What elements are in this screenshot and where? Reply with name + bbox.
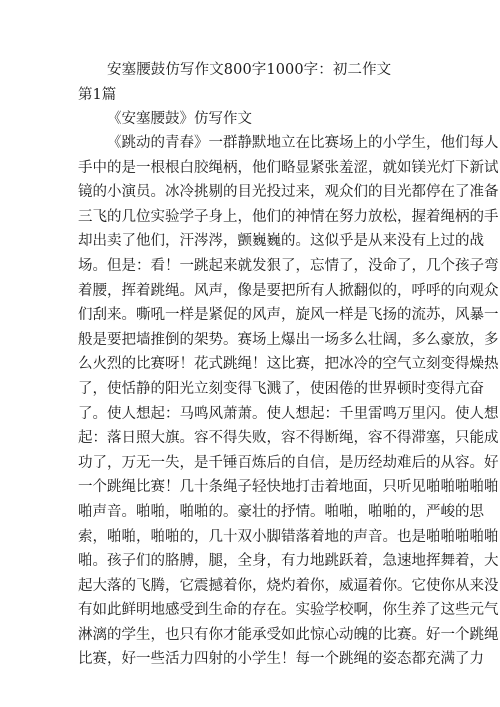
body-line: 啪声音。啪啪，啪啪的。豪壮的抒情。啪啪，啪啪的，严峻的思 — [78, 503, 484, 520]
body-line: 般是要把墙推倒的架势。赛场上爆出一场多么壮阔，多么豪放，多 — [78, 331, 499, 348]
body-line: 三飞的几位实验学子身上，他们的神情在努力放松，握着绳柄的手 — [78, 208, 499, 225]
body-line: 一个跳绳比赛！几十条绳子轻快地打击着地面，只听见啪啪啪啪啪 — [78, 479, 499, 496]
body-line: 《跳动的青春》一群静默地立在比赛场上的小学生，他们每人 — [107, 135, 499, 151]
body-line: 起大落的飞腾，它震撼着你，烧灼着你，威逼着你。它使你从来没 — [78, 577, 499, 594]
body-line: 么火烈的比赛呀！花式跳绳！这比赛，把冰冷的空气立刻变得燥热 — [78, 356, 499, 373]
body-line: 着腰，挥着跳绳。风声，像是要把所有人掀翻似的，呼呼的向观众 — [78, 282, 499, 299]
body-line: 起：落日照大旗。容不得失败，容不得断绳，容不得滞塞，只能成 — [78, 430, 499, 447]
body-line: 淋漓的学生，也只有你才能承受如此惊心动魄的比赛。好一个跳绳 — [78, 626, 499, 643]
section-heading: 第1篇 — [78, 87, 117, 103]
body-line: 比赛，好一些活力四射的小学生！每一个跳绳的姿态都充满了力 — [78, 651, 484, 668]
document-title: 安塞腰鼓仿写作文800字1000字：初二作文 — [107, 62, 392, 78]
body-line: 功了，万无一失，是千锤百炼后的自信，是历经劫难后的从容。好 — [78, 454, 499, 471]
body-line: 却出卖了他们，汗涔涔，颤巍巍的。这似乎是从来没有上过的战 — [78, 233, 484, 250]
body-line: 有如此鲜明地感受到生命的存在。实验学校啊，你生养了这些元气 — [78, 602, 499, 619]
essay-body — [78, 131, 499, 672]
essay-subtitle: 《安塞腰鼓》仿写作文 — [107, 111, 252, 127]
body-line: 索，啪啪，啪啪的，几十双小脚错落着地的声音。也是啪啪啪啪啪 — [78, 528, 499, 545]
body-line: 们刮来。嘶吼一样是紧促的风声，旋风一样是飞扬的流苏，风暴一 — [78, 307, 499, 324]
body-line: 镜的小演员。冰冷挑剔的目光投过来，观众们的目光都停在了准备 — [78, 184, 499, 201]
body-line: 了，使恬静的阳光立刻变得飞溅了，使困倦的世界顿时变得亢奋 — [78, 380, 484, 397]
body-line: 场。但是：看！一跳起来就发狠了，忘情了，没命了，几个孩子弯 — [78, 257, 499, 274]
body-line: 了。使人想起：马鸣风萧萧。使人想起：千里雷鸣万里闪。使人想 — [78, 405, 499, 422]
body-line: 啪。孩子们的胳膊，腿，全身，有力地跳跃着，急速地挥舞着，大 — [78, 553, 499, 570]
body-line: 手中的是一根根白胶绳柄，他们略显紧张羞涩，就如镁光灯下新试 — [78, 159, 499, 176]
